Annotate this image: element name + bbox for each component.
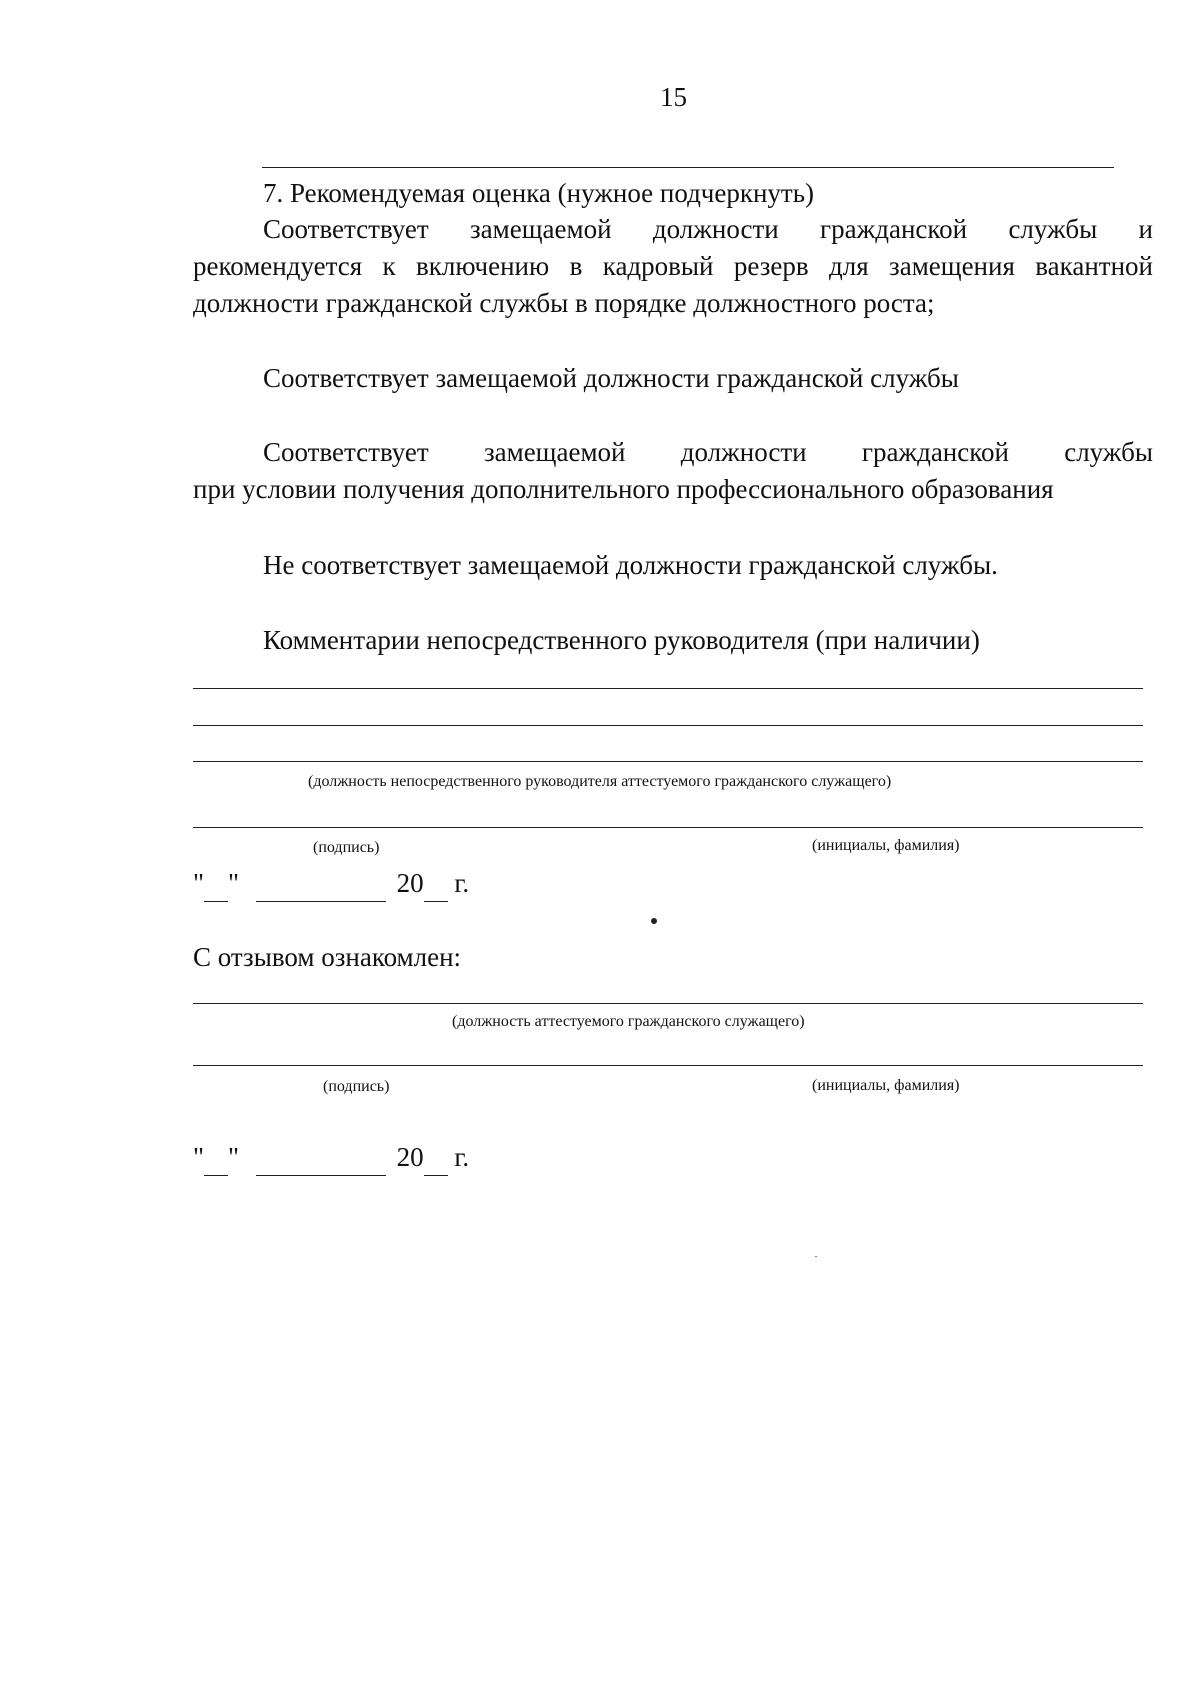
option-3-line-2: при условии получения дополнительного профессионального образования	[193, 474, 1054, 504]
option-1-line-2: рекомендуется к включению в кадровый резерв для замещения вакантной	[193, 251, 1153, 281]
employee-position-line	[193, 1003, 1143, 1004]
page-number: 15	[660, 82, 687, 112]
option-3-line-1: Соответствует замещаемой должности гражданской службы	[263, 437, 1153, 467]
employee-position-caption: (должность аттестуемого гражданского служащего)	[452, 1013, 805, 1030]
date-quote-close: "	[228, 1142, 240, 1172]
date-quote-open: "	[193, 868, 205, 898]
section-heading: 7. Рекомендуемая оценка (нужное подчеркнуть)	[263, 178, 815, 208]
day-blank	[204, 865, 228, 902]
comments-label: Комментарии непосредственного руководителя (при наличии)	[263, 625, 980, 655]
year-blank	[424, 865, 448, 902]
day-blank	[204, 1139, 228, 1176]
year-suffix: г.	[454, 1142, 470, 1172]
supervisor-position-line	[193, 761, 1143, 762]
option-1-line-3: должности гражданской службы в порядке должностного роста;	[193, 288, 935, 318]
supervisor-signature-line	[193, 827, 1143, 828]
option-2: Соответствует замещаемой должности гражданской службы	[263, 363, 959, 393]
supervisor-position-caption: (должность непосредственного руководителя аттестуемого гражданского служащего)	[308, 773, 892, 790]
employee-name-caption: (инициалы, фамилия)	[812, 1077, 960, 1094]
employee-signature-line	[193, 1065, 1143, 1066]
acknowledgement-label: С отзывом ознакомлен:	[193, 942, 462, 972]
supervisor-name-caption: (инициалы, фамилия)	[812, 837, 960, 854]
month-blank	[256, 865, 386, 902]
supervisor-date	[193, 865, 469, 902]
year-prefix: 20	[396, 868, 424, 898]
employee-signature-caption: (подпись)	[323, 1078, 390, 1095]
supervisor-signature-caption: (подпись)	[313, 839, 380, 856]
scan-speck	[815, 1256, 817, 1257]
top-rule	[262, 167, 1114, 168]
date-quote-open: "	[193, 1142, 205, 1172]
month-blank	[256, 1139, 386, 1176]
year-prefix: 20	[396, 1142, 424, 1172]
option-4: Не соответствует замещаемой должности гражданской службы.	[263, 550, 998, 580]
comment-line-2	[193, 725, 1143, 726]
date-quote-close: "	[228, 868, 240, 898]
comment-line-1	[193, 688, 1143, 689]
option-1-line-1: Соответствует замещаемой должности гражданской службы и	[263, 214, 1153, 244]
stray-dot	[651, 918, 657, 924]
employee-date	[193, 1139, 469, 1176]
year-suffix: г.	[454, 868, 470, 898]
year-blank	[424, 1139, 448, 1176]
